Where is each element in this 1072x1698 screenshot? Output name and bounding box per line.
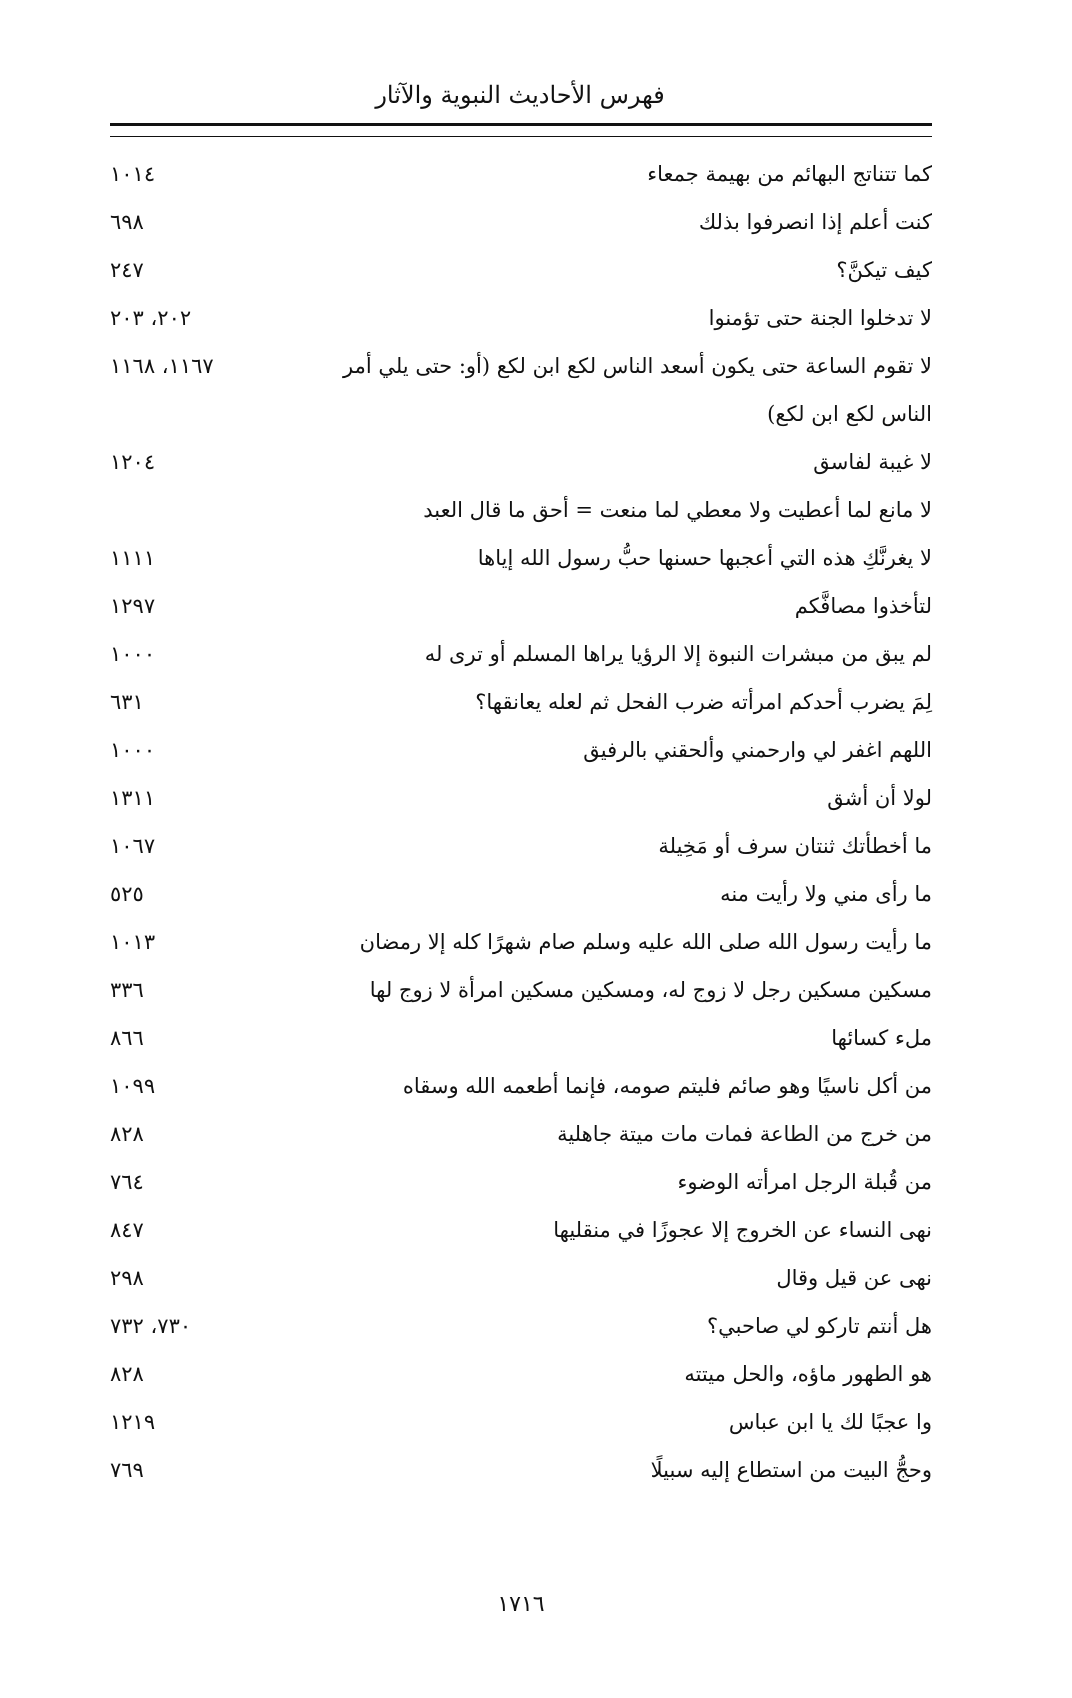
entry-text: لا تدخلوا الجنة حتى تؤمنوا [708, 306, 932, 330]
index-entry [110, 1110, 932, 1158]
entry-text: كنت أعلم إذا انصرفوا بذلك [698, 210, 932, 234]
entry-text: لِمَ يضرب أحدكم امرأته ضرب الفحل ثم لعله يعانقها؟ [475, 690, 932, 714]
entry-page-numbers: ١٢١٩ [110, 1410, 156, 1434]
entry-text: ما رأى مني ولا رأيت منه [720, 882, 932, 906]
entry-page-refs [110, 198, 310, 246]
entry-page-refs [110, 1062, 310, 1110]
entry-page-numbers: ١٣١١ [110, 786, 156, 810]
entry-text: من أكل ناسيًا وهو صائم فليتم صومه، فإنما أطعمه الله وسقاه [402, 1074, 932, 1098]
entry-page-numbers: ٦٣١ [110, 690, 144, 714]
entry-page-numbers: ٢٩٨ [110, 1266, 144, 1290]
entry-text: وحجُّ البيت من استطاع إليه سبيلًا [650, 1458, 932, 1482]
entry-page-refs [110, 342, 310, 390]
entry-text: مسكين مسكين رجل لا زوج له، ومسكين مسكين امرأة لا زوج لها [369, 978, 932, 1002]
index-entry [110, 1206, 932, 1254]
index-entry [110, 678, 932, 726]
entry-text: لولا أن أشق [827, 786, 932, 810]
entry-page-refs [110, 870, 310, 918]
entry-page-numbers: ١١١١ [110, 546, 156, 570]
entry-text: وا عجبًا لك يا ابن عباس [728, 1410, 932, 1434]
entry-text: لتأخذوا مصافَّكم [794, 594, 932, 618]
index-entry [110, 486, 932, 534]
entry-page-numbers: ١٠٩٩ [110, 1074, 156, 1098]
page-number: ١٧١٦ [497, 1592, 545, 1617]
entry-page-refs [110, 582, 310, 630]
entry-text: لا غيبة لفاسق [813, 450, 932, 474]
index-entry [110, 774, 932, 822]
hadith-index-list [110, 150, 932, 1494]
index-entry [110, 822, 932, 870]
entry-page-refs [110, 822, 310, 870]
index-entry [110, 1062, 932, 1110]
entry-page-refs [110, 438, 310, 486]
entry-text: لا يغرنَّكِ هذه التي أعجبها حسنها حبُّ رسول الله إياها [477, 546, 932, 570]
index-entry [110, 246, 932, 294]
entry-text: كيف تيكنَّ؟ [836, 258, 932, 282]
index-entry [110, 1158, 932, 1206]
entry-page-refs [110, 966, 310, 1014]
entry-page-numbers: ٨٦٦ [110, 1026, 144, 1050]
entry-text: ما رأيت رسول الله صلى الله عليه وسلم صام شهرًا كله إلا رمضان [359, 930, 932, 954]
entry-page-numbers: ٦٩٨ [110, 210, 144, 234]
entry-page-numbers: ٥٢٥ [110, 882, 144, 906]
entry-page-numbers: ٣٣٦ [110, 978, 144, 1002]
entry-page-numbers: ٧٣٠، ٧٣٢ [110, 1314, 192, 1338]
entry-page-numbers: ٨٢٨ [110, 1122, 144, 1146]
entry-text: ملء كسائها [831, 1026, 932, 1050]
entry-page-numbers: ٢٠٢، ٢٠٣ [110, 306, 192, 330]
index-entry [110, 918, 932, 966]
entry-page-refs [110, 726, 310, 774]
index-entry [110, 582, 932, 630]
entry-text: هو الطهور ماؤه، والحل ميتته [684, 1362, 932, 1386]
header-rule-thin [110, 136, 932, 137]
page-header-title: فهرس الأحاديث النبوية والآثار [375, 81, 665, 109]
index-entry [110, 1302, 932, 1350]
index-entry [110, 198, 932, 246]
entry-page-refs [110, 294, 310, 342]
entry-text: لا مانع لما أعطيت ولا معطي لما منعت = أحق ما قال العبد [423, 498, 932, 522]
entry-page-refs [110, 246, 310, 294]
header-rule-thick [110, 123, 932, 126]
entry-page-refs [110, 1254, 310, 1302]
entry-page-numbers: ٨٤٧ [110, 1218, 144, 1242]
index-entry [110, 966, 932, 1014]
entry-page-refs [110, 1110, 310, 1158]
index-entry [110, 1014, 932, 1062]
entry-page-refs [110, 774, 310, 822]
entry-page-refs [110, 678, 310, 726]
entry-page-numbers: ٢٤٧ [110, 258, 144, 282]
index-entry [110, 438, 932, 486]
entry-text: من قُبلة الرجل امرأته الوضوء [677, 1170, 932, 1194]
entry-page-numbers: ١٠١٤ [110, 162, 156, 186]
entry-page-numbers: ١٢٩٧ [110, 594, 156, 618]
entry-page-refs [110, 1302, 310, 1350]
entry-page-numbers: ١١٦٧، ١١٦٨ [110, 354, 214, 378]
entry-page-refs [110, 486, 310, 534]
entry-page-refs [110, 1398, 310, 1446]
index-entry [110, 630, 932, 678]
entry-text: اللهم اغفر لي وارحمني وألحقني بالرفيق [583, 738, 932, 762]
entry-page-refs [110, 1446, 310, 1494]
entry-page-numbers: ٧٦٤ [110, 1170, 144, 1194]
entry-page-refs [110, 1158, 310, 1206]
entry-page-numbers: ٧٦٩ [110, 1458, 144, 1482]
entry-page-numbers: ١٠١٣ [110, 930, 156, 954]
index-entry [110, 342, 932, 438]
index-entry [110, 534, 932, 582]
entry-text: نهى عن قيل وقال [776, 1266, 932, 1290]
index-entry [110, 1398, 932, 1446]
entry-page-refs [110, 534, 310, 582]
entry-page-refs [110, 918, 310, 966]
index-entry [110, 150, 932, 198]
entry-text: ما أخطأتك ثنتان سرف أو مَخِيلة [658, 834, 932, 858]
entry-page-numbers: ١٠٠٠ [110, 642, 156, 666]
entry-page-numbers: ٨٢٨ [110, 1362, 144, 1386]
entry-page-numbers: ١٠٦٧ [110, 834, 156, 858]
entry-page-numbers: ١٠٠٠ [110, 738, 156, 762]
entry-page-refs [110, 1014, 310, 1062]
entry-text: من خرج من الطاعة فمات مات ميتة جاهلية [557, 1122, 932, 1146]
entry-page-numbers: ١٢٠٤ [110, 450, 156, 474]
entry-text: هل أنتم تاركو لي صاحبي؟ [706, 1314, 932, 1338]
index-entry [110, 1350, 932, 1398]
entry-page-refs [110, 1350, 310, 1398]
entry-text: نهى النساء عن الخروج إلا عجوزًا في منقليها [553, 1218, 932, 1242]
entry-text: لا تقوم الساعة حتى يكون أسعد الناس لكع ابن لكع (أو: حتى يلي أمر الناس لكع ابن لكع) [343, 354, 932, 426]
entry-page-refs [110, 1206, 310, 1254]
index-entry [110, 1446, 932, 1494]
index-entry [110, 294, 932, 342]
entry-page-refs [110, 150, 310, 198]
entry-text: لم يبق من مبشرات النبوة إلا الرؤيا يراها المسلم أو ترى له [424, 642, 932, 666]
index-entry [110, 870, 932, 918]
index-entry [110, 726, 932, 774]
entry-page-refs [110, 630, 310, 678]
entry-text: كما تتناتج البهائم من بهيمة جمعاء [647, 162, 932, 186]
index-entry [110, 1254, 932, 1302]
